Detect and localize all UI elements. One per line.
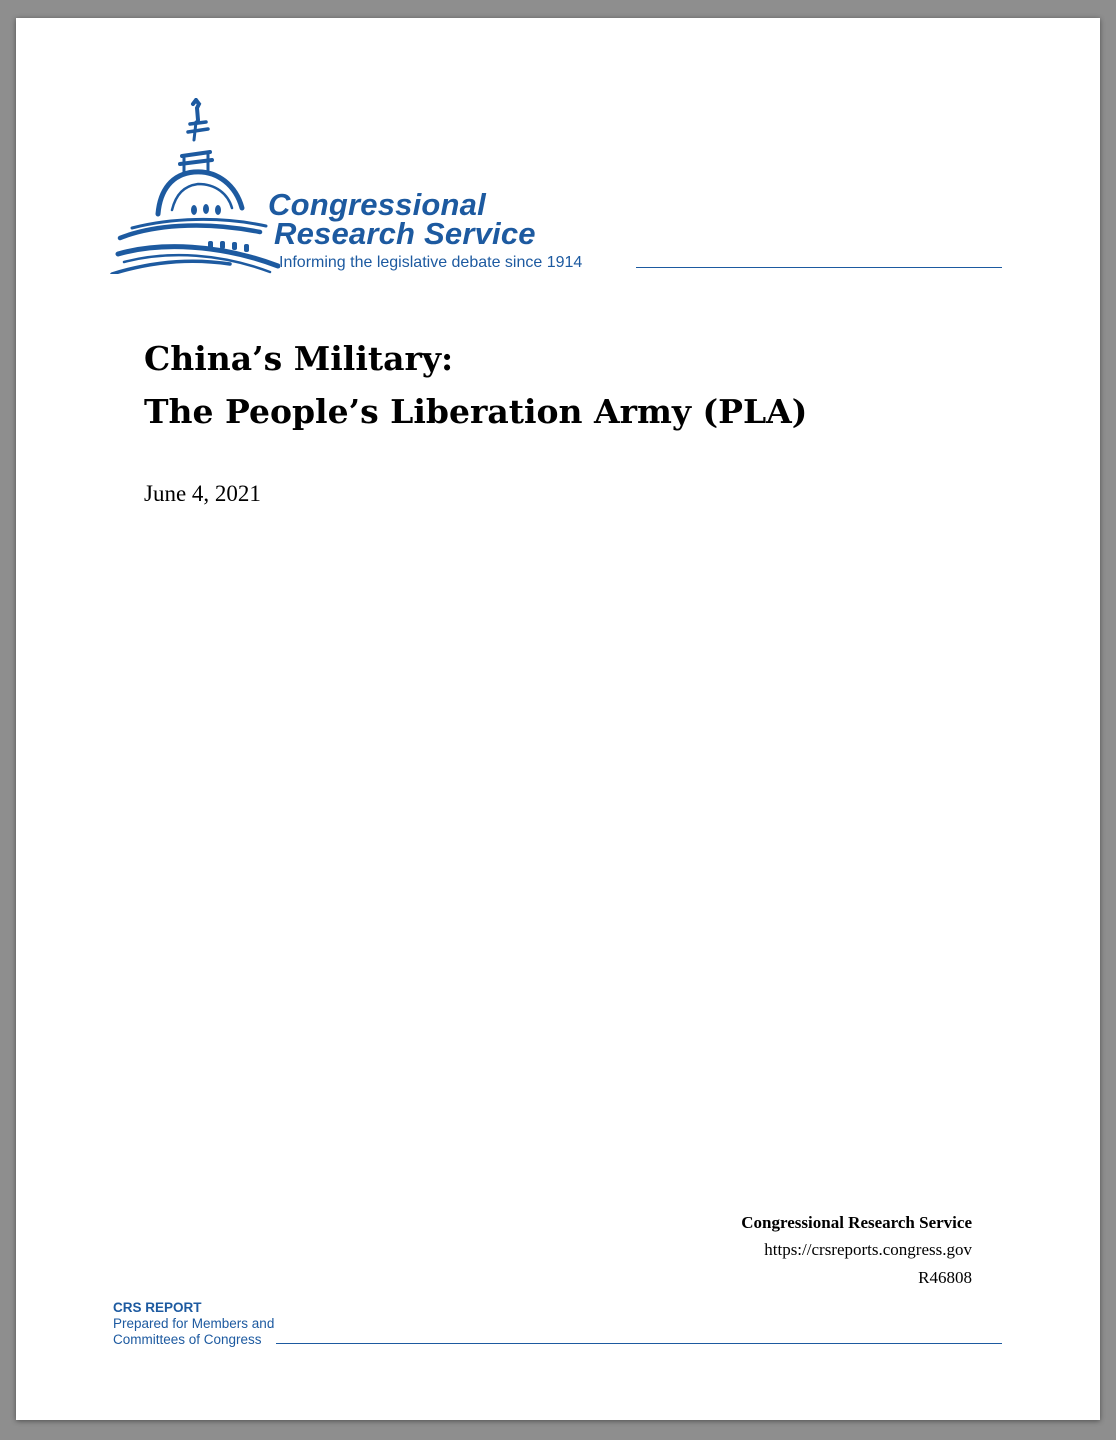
report-date: June 4, 2021 xyxy=(144,481,261,506)
report-title-line2: The People’s Liberation Army (PLA) xyxy=(144,392,808,431)
document-page xyxy=(16,18,1100,1420)
footer-divider xyxy=(276,1343,1002,1344)
report-number: R46808 xyxy=(918,1268,972,1287)
capitol-dome-logo-icon xyxy=(110,98,280,274)
logo-tagline: Informing the legislative debate since 1914 xyxy=(279,254,583,271)
report-title xyxy=(144,332,807,438)
prepared-for-line1: Prepared for Members and xyxy=(113,1316,275,1331)
crs-report-title: CRS REPORT xyxy=(113,1300,202,1315)
crs-report-label xyxy=(113,1300,274,1348)
logo-name-line1: Congressional xyxy=(268,187,486,222)
logo-name-line2: Research Service xyxy=(274,216,536,251)
publisher-name: Congressional Research Service xyxy=(741,1213,972,1232)
publisher-block xyxy=(741,1210,972,1292)
report-title-line1: China’s Military: xyxy=(144,339,454,378)
publisher-url[interactable]: https://crsreports.congress.gov xyxy=(764,1240,972,1259)
prepared-for-line2: Committees of Congress xyxy=(113,1332,262,1347)
header-divider xyxy=(636,267,1002,268)
